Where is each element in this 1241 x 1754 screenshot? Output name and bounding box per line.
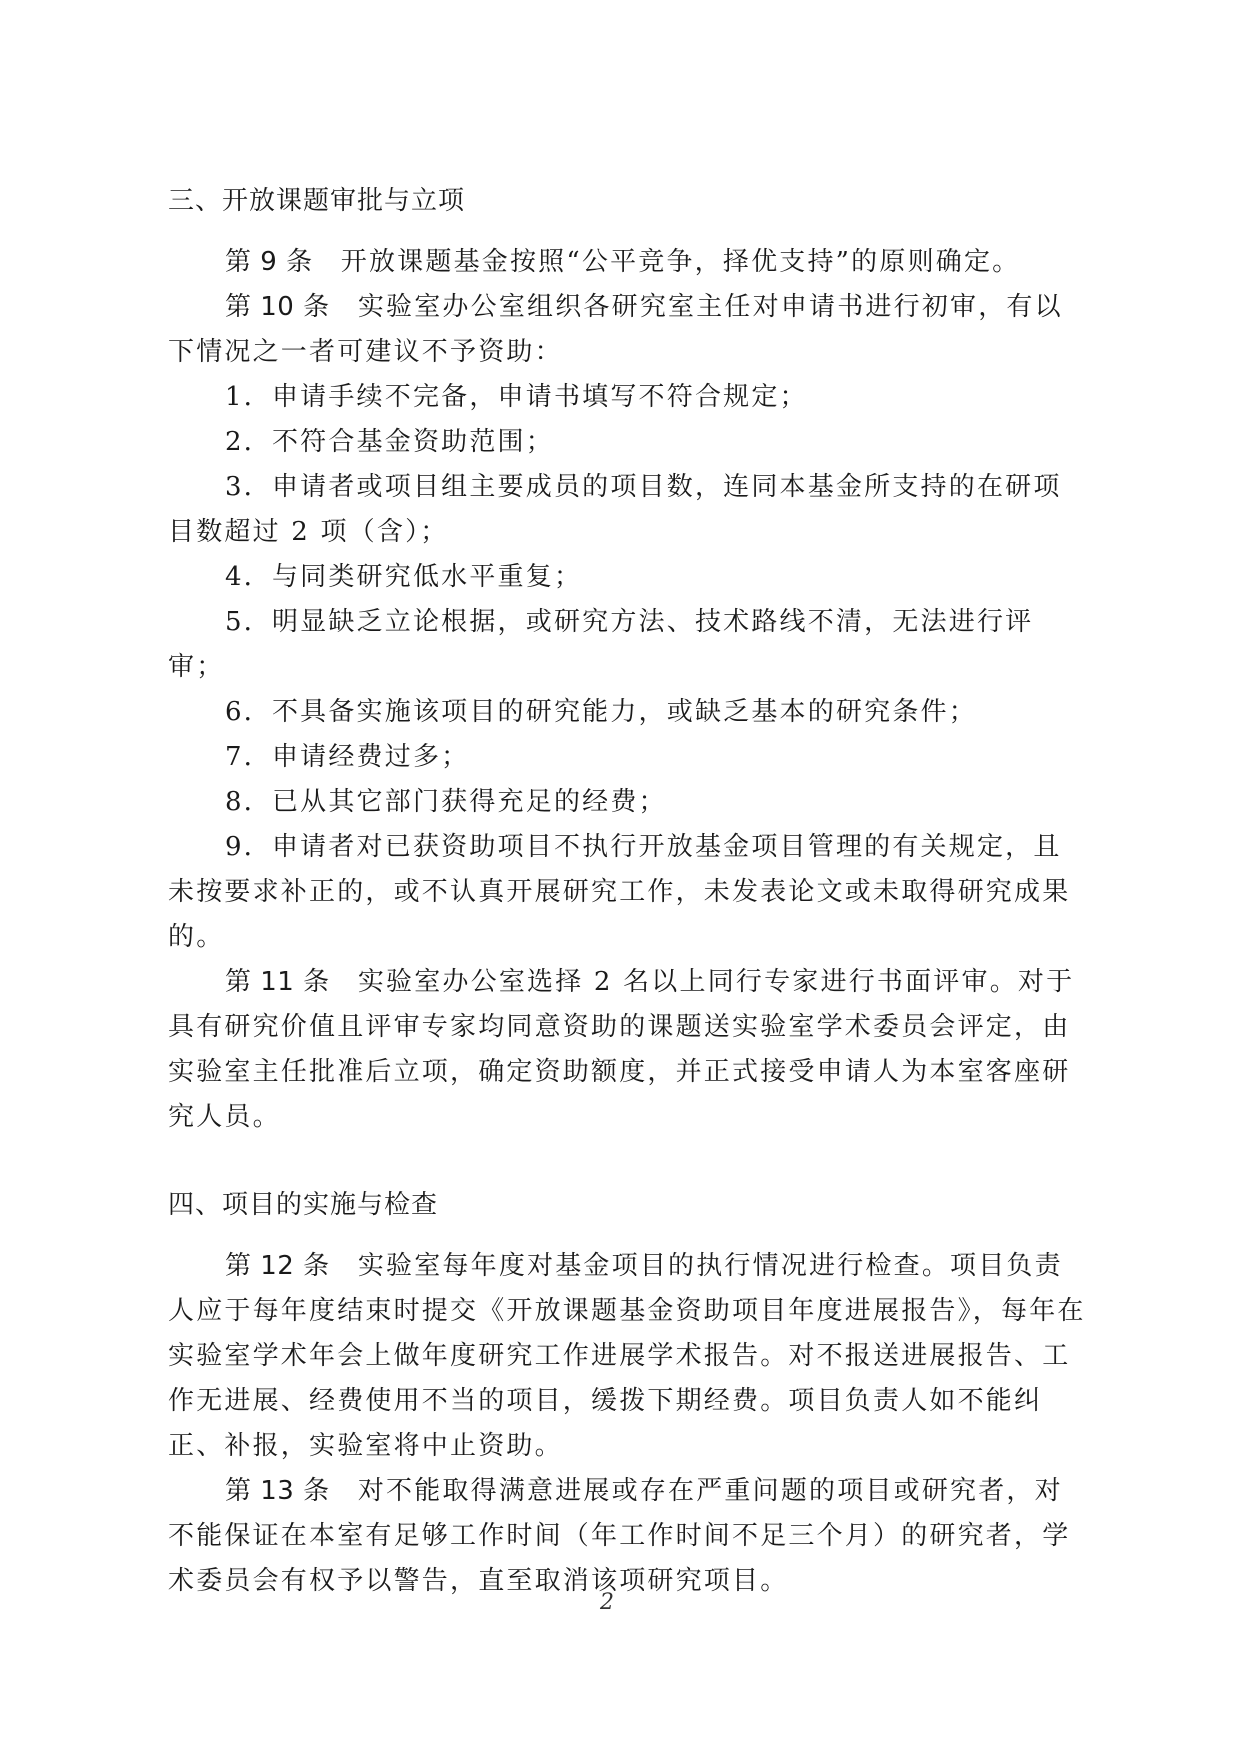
document-body — [168, 180, 1088, 1604]
page-number: 2 — [600, 1590, 614, 1615]
article-text: 开放课题基金按照“公平竞争，择优支持”的原则确定。 — [340, 247, 1021, 277]
article-text: 对不能取得满意进展或存在严重问题的项目或研究者，对不能保证在本室有足够工作时间（年工作时间不足三个月）的研究者，学术委员会有权予以警告，直至取消该项研究项目。 — [168, 1476, 1071, 1596]
article-12 — [168, 1244, 1088, 1469]
list-item: 1．申请手续不完备，申请书填写不符合规定； — [225, 382, 808, 412]
list-item: 4．与同类研究低水平重复； — [225, 562, 583, 592]
article-11 — [168, 960, 1088, 1140]
list-item: 6．不具备实施该项目的研究能力，或缺乏基本的研究条件； — [225, 697, 977, 727]
article-text: 实验室每年度对基金项目的执行情况进行检查。项目负责人应于每年度结束时提交《开放课题基金资助项目年度进展报告》，每年在实验室学术年会上做年度研究工作进展学术报告。对不报送进展报告、工作无进展、经费使用不当的项目，缓拨下期经费。项目负责人如不能纠正、补报，实验室将中止资助。 — [168, 1251, 1086, 1461]
list-item: 8．已从其它部门获得充足的经费； — [225, 787, 667, 817]
section-heading-4: 四、项目的实施与检查 — [168, 1190, 439, 1220]
article-10 — [168, 285, 1088, 375]
article-label: 第 9 条 — [225, 247, 313, 277]
list-item: 9．申请者对已获资助项目不执行开放基金项目管理的有关规定，且未按要求补正的，或不认真开展研究工作，未发表论文或未取得研究成果的。 — [168, 832, 1071, 952]
article-9 — [168, 240, 1088, 285]
list-item: 5．明显缺乏立论根据，或研究方法、技术路线不清，无法进行评审； — [168, 607, 1034, 682]
article-label: 第 12 条 — [225, 1251, 330, 1281]
list-item: 3．申请者或项目组主要成员的项目数，连同本基金所支持的在研项目数超过 2 项（含）； — [168, 472, 1062, 547]
article-text: 实验室办公室组织各研究室主任对申请书进行初审，有以下情况之一者可建议不予资助： — [168, 292, 1063, 367]
list-item: 2．不符合基金资助范围； — [225, 427, 554, 457]
section-heading-3: 三、开放课题审批与立项 — [168, 186, 466, 216]
article-13 — [168, 1469, 1088, 1604]
article-text: 实验室办公室选择 2 名以上同行专家进行书面评审。对于具有研究价值且评审专家均同意资助的课题送实验室学术委员会评定，由实验室主任批准后立项，确定资助额度，并正式接受申请人为本室客座研究人员。 — [168, 967, 1075, 1132]
article-label: 第 13 条 — [225, 1476, 330, 1506]
list-item: 7．申请经费过多； — [225, 742, 470, 772]
article-label: 第 10 条 — [225, 292, 330, 322]
article-label: 第 11 条 — [225, 967, 330, 997]
